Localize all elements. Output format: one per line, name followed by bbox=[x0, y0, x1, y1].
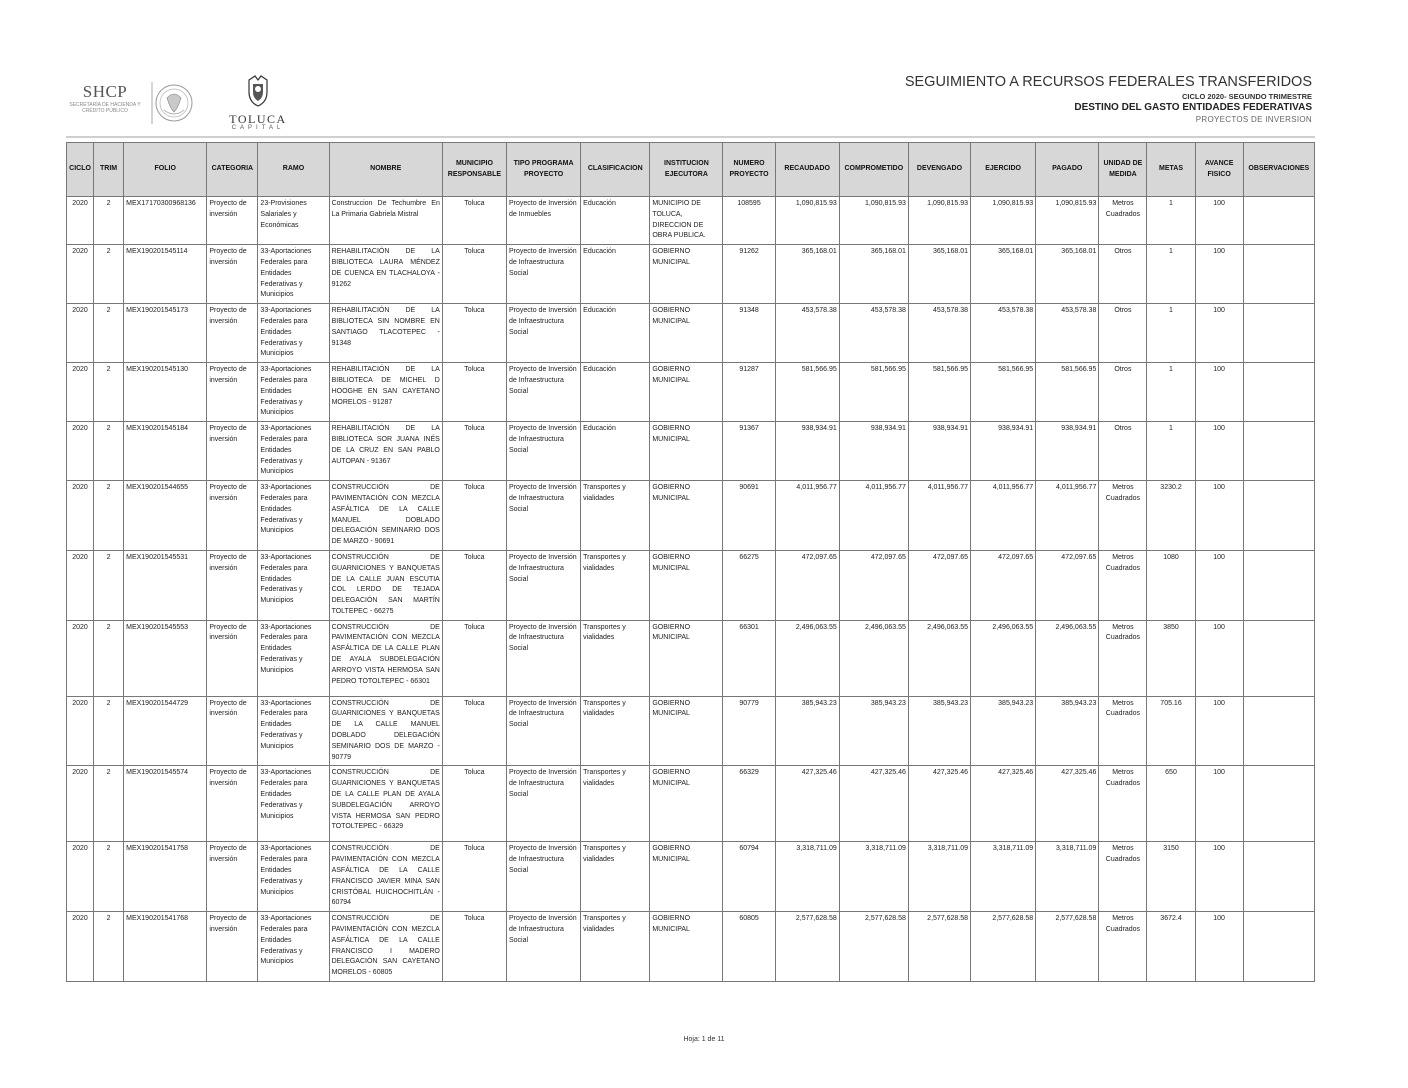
cell-obs bbox=[1243, 245, 1314, 304]
cell-metas: 1 bbox=[1147, 422, 1195, 481]
cell-obs bbox=[1243, 304, 1314, 363]
cell-ejercido: 938,934.91 bbox=[971, 422, 1036, 481]
cell-numero: 90691 bbox=[723, 481, 775, 551]
cell-devengado: 3,318,711.09 bbox=[908, 842, 970, 912]
cell-categoria: Proyecto de inversión bbox=[207, 422, 258, 481]
cell-avance: 100 bbox=[1195, 620, 1243, 696]
toluca-logo-caption: CAPITAL bbox=[231, 125, 285, 131]
cell-unidad: Metros Cuadrados bbox=[1099, 696, 1147, 766]
cell-devengado: 385,943.23 bbox=[908, 696, 970, 766]
cell-unidad: Metros Cuadrados bbox=[1099, 842, 1147, 912]
cell-comprometido: 385,943.23 bbox=[839, 696, 908, 766]
cell-obs bbox=[1243, 912, 1314, 982]
cell-folio: MEX190201545130 bbox=[124, 363, 207, 422]
column-header: RECAUDADO bbox=[775, 143, 839, 197]
table-body bbox=[67, 197, 1315, 982]
cell-ejercido: 1,090,815.93 bbox=[971, 197, 1036, 245]
cycle-label: CICLO 2020- SEGUNDO TRIMESTRE bbox=[1181, 92, 1312, 101]
column-header: NUMERO PROYECTO bbox=[723, 143, 775, 197]
cell-avance: 100 bbox=[1195, 696, 1243, 766]
cell-recaudado: 3,318,711.09 bbox=[775, 842, 839, 912]
cell-municipio: Toluca bbox=[442, 197, 506, 245]
cell-devengado: 365,168.01 bbox=[908, 245, 970, 304]
cell-pagado: 3,318,711.09 bbox=[1036, 842, 1099, 912]
cell-ejercido: 453,578.38 bbox=[971, 304, 1036, 363]
cell-numero: 91367 bbox=[723, 422, 775, 481]
cell-comprometido: 3,318,711.09 bbox=[839, 842, 908, 912]
cell-institucion: GOBIERNO MUNICIPAL bbox=[650, 766, 723, 842]
cell-trim: 2 bbox=[94, 912, 124, 982]
cell-obs bbox=[1243, 422, 1314, 481]
cell-devengado: 453,578.38 bbox=[908, 304, 970, 363]
column-header: INSTITUCION EJECUTORA bbox=[650, 143, 723, 197]
cell-municipio: Toluca bbox=[442, 304, 506, 363]
cell-avance: 100 bbox=[1195, 842, 1243, 912]
cell-clasificacion: Transportes y vialidades bbox=[581, 912, 650, 982]
cell-unidad: Metros Cuadrados bbox=[1099, 197, 1147, 245]
cell-categoria: Proyecto de inversión bbox=[207, 550, 258, 620]
cell-devengado: 472,097.65 bbox=[908, 550, 970, 620]
cell-comprometido: 453,578.38 bbox=[839, 304, 908, 363]
table-row bbox=[67, 766, 1315, 842]
cell-devengado: 2,577,628.58 bbox=[908, 912, 970, 982]
cell-tipo: Proyecto de Inversión de Infraestructura Social bbox=[506, 912, 580, 982]
cell-ciclo: 2020 bbox=[67, 422, 94, 481]
cell-tipo: Proyecto de Inversión de Infraestructura Social bbox=[506, 696, 580, 766]
cell-nombre: REHABILITACIÓN DE LA BIBLIOTECA SOR JUANA INÉS DE LA CRUZ EN SAN PABLO AUTOPAN - 91367 bbox=[329, 422, 442, 481]
cell-unidad: Metros Cuadrados bbox=[1099, 550, 1147, 620]
cell-metas: 1 bbox=[1147, 197, 1195, 245]
cell-ciclo: 2020 bbox=[67, 766, 94, 842]
cell-institucion: GOBIERNO MUNICIPAL bbox=[650, 620, 723, 696]
cell-nombre: REHABILITACIÓN DE LA BIBLIOTECA DE MICHEL D HOOGHE EN SAN CAYETANO MORELOS - 91287 bbox=[329, 363, 442, 422]
cell-municipio: Toluca bbox=[442, 422, 506, 481]
table-header-row bbox=[67, 143, 1315, 197]
cell-comprometido: 427,325.46 bbox=[839, 766, 908, 842]
cell-obs bbox=[1243, 197, 1314, 245]
cell-unidad: Metros Cuadrados bbox=[1099, 766, 1147, 842]
cell-numero: 91287 bbox=[723, 363, 775, 422]
column-header: TRIM bbox=[94, 143, 124, 197]
cell-ramo: 33-Aportaciones Federales para Entidades Federativas y Municipios bbox=[258, 481, 329, 551]
cell-recaudado: 581,566.95 bbox=[775, 363, 839, 422]
cell-municipio: Toluca bbox=[442, 245, 506, 304]
table-row bbox=[67, 620, 1315, 696]
cell-ciclo: 2020 bbox=[67, 842, 94, 912]
cell-recaudado: 472,097.65 bbox=[775, 550, 839, 620]
header-divider bbox=[66, 136, 1315, 138]
cell-pagado: 453,578.38 bbox=[1036, 304, 1099, 363]
cell-nombre: REHABILITACIÓN DE LA BIBLIOTECA LAURA MÉNDEZ DE CUENCA EN TLACHALOYA - 91262 bbox=[329, 245, 442, 304]
cell-municipio: Toluca bbox=[442, 696, 506, 766]
cell-devengado: 581,566.95 bbox=[908, 363, 970, 422]
column-header: AVANCE FISICO bbox=[1195, 143, 1243, 197]
cell-recaudado: 4,011,956.77 bbox=[775, 481, 839, 551]
cell-folio: MEX190201545114 bbox=[124, 245, 207, 304]
cell-obs bbox=[1243, 842, 1314, 912]
cell-trim: 2 bbox=[94, 363, 124, 422]
cell-tipo: Proyecto de Inversión de Infraestructura Social bbox=[506, 245, 580, 304]
cell-municipio: Toluca bbox=[442, 620, 506, 696]
cell-ejercido: 472,097.65 bbox=[971, 550, 1036, 620]
cell-avance: 100 bbox=[1195, 197, 1243, 245]
cell-ciclo: 2020 bbox=[67, 245, 94, 304]
cell-ejercido: 365,168.01 bbox=[971, 245, 1036, 304]
column-header: NOMBRE bbox=[329, 143, 442, 197]
cell-metas: 3672.4 bbox=[1147, 912, 1195, 982]
cell-unidad: Otros bbox=[1099, 245, 1147, 304]
cell-ramo: 33-Aportaciones Federales para Entidades Federativas y Municipios bbox=[258, 696, 329, 766]
column-header: METAS bbox=[1147, 143, 1195, 197]
cell-categoria: Proyecto de inversión bbox=[207, 481, 258, 551]
table-row bbox=[67, 550, 1315, 620]
cell-categoria: Proyecto de inversión bbox=[207, 696, 258, 766]
cell-devengado: 1,090,815.93 bbox=[908, 197, 970, 245]
cell-metas: 3230.2 bbox=[1147, 481, 1195, 551]
cell-pagado: 365,168.01 bbox=[1036, 245, 1099, 304]
cell-clasificacion: Transportes y vialidades bbox=[581, 620, 650, 696]
cell-tipo: Proyecto de Inversión de Infraestructura Social bbox=[506, 481, 580, 551]
cell-recaudado: 385,943.23 bbox=[775, 696, 839, 766]
logos bbox=[66, 74, 296, 130]
cell-ejercido: 4,011,956.77 bbox=[971, 481, 1036, 551]
cell-ciclo: 2020 bbox=[67, 620, 94, 696]
national-seal-icon bbox=[150, 78, 194, 126]
cell-pagado: 2,577,628.58 bbox=[1036, 912, 1099, 982]
cell-ciclo: 2020 bbox=[67, 696, 94, 766]
cell-numero: 108595 bbox=[723, 197, 775, 245]
cell-numero: 66275 bbox=[723, 550, 775, 620]
cell-avance: 100 bbox=[1195, 422, 1243, 481]
cell-clasificacion: Educación bbox=[581, 197, 650, 245]
table-row bbox=[67, 363, 1315, 422]
cell-unidad: Metros Cuadrados bbox=[1099, 620, 1147, 696]
cell-ciclo: 2020 bbox=[67, 363, 94, 422]
cell-folio: MEX190201541768 bbox=[124, 912, 207, 982]
cell-metas: 1 bbox=[1147, 245, 1195, 304]
cell-trim: 2 bbox=[94, 620, 124, 696]
cell-unidad: Otros bbox=[1099, 304, 1147, 363]
column-header: EJERCIDO bbox=[971, 143, 1036, 197]
cell-ciclo: 2020 bbox=[67, 197, 94, 245]
cell-categoria: Proyecto de inversión bbox=[207, 197, 258, 245]
cell-obs bbox=[1243, 481, 1314, 551]
page-number: Hoja: 1 de 11 bbox=[683, 1036, 725, 1043]
cell-ciclo: 2020 bbox=[67, 912, 94, 982]
cell-avance: 100 bbox=[1195, 550, 1243, 620]
cell-numero: 91262 bbox=[723, 245, 775, 304]
cell-trim: 2 bbox=[94, 766, 124, 842]
cell-metas: 1 bbox=[1147, 363, 1195, 422]
cell-clasificacion: Educación bbox=[581, 363, 650, 422]
cell-recaudado: 2,577,628.58 bbox=[775, 912, 839, 982]
cell-nombre: CONSTRUCCIÓN DE PAVIMENTACIÓN CON MEZCLA ASFÁLTICA DE LA CALLE PLAN DE AYALA SUBDELEGACIÓN ARROYO VISTA HERMOSA SAN PEDRO TOTOLTEPEC - 66301 bbox=[329, 620, 442, 696]
cell-pagado: 427,325.46 bbox=[1036, 766, 1099, 842]
cell-folio: MEX190201545184 bbox=[124, 422, 207, 481]
table-row bbox=[67, 245, 1315, 304]
table-row bbox=[67, 197, 1315, 245]
table-row bbox=[67, 304, 1315, 363]
cell-nombre: CONSTRUCCIÓN DE PAVIMENTACIÓN CON MEZCLA ASFÁLTICA DE LA CALLE MANUEL DOBLADO DELEGACIÓN SEMINARIO DOS DE MARZO - 90691 bbox=[329, 481, 442, 551]
cell-ramo: 33-Aportaciones Federales para Entidades Federativas y Municipios bbox=[258, 550, 329, 620]
cell-institucion: GOBIERNO MUNICIPAL bbox=[650, 245, 723, 304]
cell-unidad: Otros bbox=[1099, 422, 1147, 481]
cell-institucion: GOBIERNO MUNICIPAL bbox=[650, 550, 723, 620]
cell-folio: MEX190201544655 bbox=[124, 481, 207, 551]
cell-tipo: Proyecto de Inversión de Infraestructura Social bbox=[506, 620, 580, 696]
cell-ejercido: 385,943.23 bbox=[971, 696, 1036, 766]
section-label: PROYECTOS DE INVERSION bbox=[1195, 115, 1312, 124]
cell-institucion: GOBIERNO MUNICIPAL bbox=[650, 696, 723, 766]
toluca-logo bbox=[226, 74, 290, 130]
cell-numero: 60805 bbox=[723, 912, 775, 982]
table-row bbox=[67, 422, 1315, 481]
cell-trim: 2 bbox=[94, 422, 124, 481]
cell-institucion: MUNICIPIO DE TOLUCA, DIRECCION DE OBRA PUBLICA. bbox=[650, 197, 723, 245]
cell-nombre: CONSTRUCCIÓN DE PAVIMENTACIÓN CON MEZCLA ASFÁLTICA DE LA CALLE FRANCISCO I MADERO DELEGACIÓN SAN CAYETANO MORELOS - 60805 bbox=[329, 912, 442, 982]
cell-folio: MEX190201545553 bbox=[124, 620, 207, 696]
cell-numero: 60794 bbox=[723, 842, 775, 912]
cell-comprometido: 472,097.65 bbox=[839, 550, 908, 620]
cell-ciclo: 2020 bbox=[67, 550, 94, 620]
shcp-logo-text: SHCP bbox=[82, 82, 128, 101]
cell-comprometido: 938,934.91 bbox=[839, 422, 908, 481]
cell-pagado: 1,090,815.93 bbox=[1036, 197, 1099, 245]
cell-ramo: 33-Aportaciones Federales para Entidades Federativas y Municipios bbox=[258, 912, 329, 982]
column-header: CICLO bbox=[67, 143, 94, 197]
cell-ramo: 33-Aportaciones Federales para Entidades Federativas y Municipios bbox=[258, 422, 329, 481]
table-row bbox=[67, 696, 1315, 766]
cell-ramo: 33-Aportaciones Federales para Entidades Federativas y Municipios bbox=[258, 363, 329, 422]
table-row bbox=[67, 912, 1315, 982]
cell-folio: MEX190201541758 bbox=[124, 842, 207, 912]
cell-municipio: Toluca bbox=[442, 363, 506, 422]
cell-comprometido: 2,496,063.55 bbox=[839, 620, 908, 696]
cell-trim: 2 bbox=[94, 304, 124, 363]
cell-categoria: Proyecto de inversión bbox=[207, 304, 258, 363]
cell-numero: 91348 bbox=[723, 304, 775, 363]
cell-avance: 100 bbox=[1195, 481, 1243, 551]
shcp-logo bbox=[66, 82, 144, 126]
cell-categoria: Proyecto de inversión bbox=[207, 912, 258, 982]
cell-folio: MEX17170300968136 bbox=[124, 197, 207, 245]
document-title: SEGUIMIENTO A RECURSOS FEDERALES TRANSFERIDOS bbox=[904, 74, 1312, 90]
cell-pagado: 2,496,063.55 bbox=[1036, 620, 1099, 696]
cell-trim: 2 bbox=[94, 842, 124, 912]
projects-table bbox=[66, 142, 1315, 982]
cell-categoria: Proyecto de inversión bbox=[207, 620, 258, 696]
cell-metas: 3150 bbox=[1147, 842, 1195, 912]
cell-metas: 3850 bbox=[1147, 620, 1195, 696]
cell-unidad: Metros Cuadrados bbox=[1099, 481, 1147, 551]
cell-recaudado: 2,496,063.55 bbox=[775, 620, 839, 696]
cell-recaudado: 365,168.01 bbox=[775, 245, 839, 304]
toluca-crest-icon bbox=[243, 74, 273, 108]
cell-tipo: Proyecto de Inversión de Infraestructura Social bbox=[506, 842, 580, 912]
cell-avance: 100 bbox=[1195, 912, 1243, 982]
cell-metas: 1 bbox=[1147, 304, 1195, 363]
cell-obs bbox=[1243, 550, 1314, 620]
cell-ciclo: 2020 bbox=[67, 481, 94, 551]
cell-tipo: Proyecto de Inversión de Infraestructura Social bbox=[506, 550, 580, 620]
cell-clasificacion: Educación bbox=[581, 304, 650, 363]
cell-metas: 705.16 bbox=[1147, 696, 1195, 766]
cell-trim: 2 bbox=[94, 245, 124, 304]
cell-nombre: CONSTRUCCIÓN DE PAVIMENTACIÓN CON MEZCLA ASFÁLTICA DE LA CALLE FRANCISCO JAVIER MINA SAN CRISTÓBAL HUICHOCHITLÁN - 60794 bbox=[329, 842, 442, 912]
cell-institucion: GOBIERNO MUNICIPAL bbox=[650, 481, 723, 551]
cell-recaudado: 453,578.38 bbox=[775, 304, 839, 363]
column-header: TIPO PROGRAMA PROYECTO bbox=[506, 143, 580, 197]
cell-unidad: Otros bbox=[1099, 363, 1147, 422]
cell-pagado: 581,566.95 bbox=[1036, 363, 1099, 422]
cell-comprometido: 4,011,956.77 bbox=[839, 481, 908, 551]
cell-avance: 100 bbox=[1195, 766, 1243, 842]
column-header: CLASIFICACION bbox=[581, 143, 650, 197]
column-header: RAMO bbox=[258, 143, 329, 197]
cell-avance: 100 bbox=[1195, 245, 1243, 304]
cell-trim: 2 bbox=[94, 696, 124, 766]
cell-municipio: Toluca bbox=[442, 766, 506, 842]
cell-unidad: Metros Cuadrados bbox=[1099, 912, 1147, 982]
cell-trim: 2 bbox=[94, 481, 124, 551]
cell-clasificacion: Transportes y vialidades bbox=[581, 550, 650, 620]
cell-categoria: Proyecto de inversión bbox=[207, 245, 258, 304]
cell-ramo: 33-Aportaciones Federales para Entidades Federativas y Municipios bbox=[258, 842, 329, 912]
cell-obs bbox=[1243, 696, 1314, 766]
cell-clasificacion: Educación bbox=[581, 245, 650, 304]
column-header: DEVENGADO bbox=[908, 143, 970, 197]
cell-pagado: 472,097.65 bbox=[1036, 550, 1099, 620]
cell-folio: MEX190201545531 bbox=[124, 550, 207, 620]
document-subtitle: DESTINO DEL GASTO ENTIDADES FEDERATIVAS bbox=[1074, 102, 1312, 113]
cell-clasificacion: Educación bbox=[581, 422, 650, 481]
cell-municipio: Toluca bbox=[442, 842, 506, 912]
cell-ramo: 33-Aportaciones Federales para Entidades Federativas y Municipios bbox=[258, 245, 329, 304]
cell-nombre: CONSTRUCCIÓN DE GUARNICIONES Y BANQUETAS DE LA CALLE PLAN DE AYALA SUBDELEGACIÓN ARROYO VISTA HERMOSA SAN PEDRO TOTOLTEPEC - 66329 bbox=[329, 766, 442, 842]
cell-ramo: 33-Aportaciones Federales para Entidades Federativas y Municipios bbox=[258, 304, 329, 363]
cell-comprometido: 2,577,628.58 bbox=[839, 912, 908, 982]
cell-ramo: 33-Aportaciones Federales para Entidades Federativas y Municipios bbox=[258, 620, 329, 696]
cell-tipo: Proyecto de Inversión de Infraestructura Social bbox=[506, 766, 580, 842]
cell-categoria: Proyecto de inversión bbox=[207, 363, 258, 422]
table-row bbox=[67, 842, 1315, 912]
column-header: UNIDAD DE MEDIDA bbox=[1099, 143, 1147, 197]
cell-obs bbox=[1243, 363, 1314, 422]
cell-ramo: 33-Aportaciones Federales para Entidades Federativas y Municipios bbox=[258, 766, 329, 842]
cell-folio: MEX190201545173 bbox=[124, 304, 207, 363]
cell-nombre: Construccion De Techumbre En La Primaria Gabriela Mistral bbox=[329, 197, 442, 245]
cell-pagado: 938,934.91 bbox=[1036, 422, 1099, 481]
cell-pagado: 4,011,956.77 bbox=[1036, 481, 1099, 551]
cell-avance: 100 bbox=[1195, 363, 1243, 422]
cell-recaudado: 938,934.91 bbox=[775, 422, 839, 481]
cell-numero: 90779 bbox=[723, 696, 775, 766]
cell-clasificacion: Transportes y vialidades bbox=[581, 696, 650, 766]
cell-categoria: Proyecto de inversión bbox=[207, 766, 258, 842]
cell-comprometido: 581,566.95 bbox=[839, 363, 908, 422]
cell-trim: 2 bbox=[94, 197, 124, 245]
cell-tipo: Proyecto de Inversión de Inmuebles bbox=[506, 197, 580, 245]
column-header: CATEGORIA bbox=[207, 143, 258, 197]
cell-ejercido: 581,566.95 bbox=[971, 363, 1036, 422]
cell-tipo: Proyecto de Inversión de Infraestructura Social bbox=[506, 422, 580, 481]
cell-numero: 66301 bbox=[723, 620, 775, 696]
cell-recaudado: 427,325.46 bbox=[775, 766, 839, 842]
cell-ejercido: 427,325.46 bbox=[971, 766, 1036, 842]
cell-institucion: GOBIERNO MUNICIPAL bbox=[650, 363, 723, 422]
cell-tipo: Proyecto de Inversión de Infraestructura Social bbox=[506, 363, 580, 422]
cell-obs bbox=[1243, 620, 1314, 696]
cell-municipio: Toluca bbox=[442, 481, 506, 551]
cell-clasificacion: Transportes y vialidades bbox=[581, 481, 650, 551]
cell-clasificacion: Transportes y vialidades bbox=[581, 842, 650, 912]
cell-ejercido: 2,496,063.55 bbox=[971, 620, 1036, 696]
toluca-logo-text: TOLUCA bbox=[229, 112, 287, 126]
column-header: PAGADO bbox=[1036, 143, 1099, 197]
table-row bbox=[67, 481, 1315, 551]
cell-trim: 2 bbox=[94, 550, 124, 620]
cell-municipio: Toluca bbox=[442, 550, 506, 620]
cell-devengado: 938,934.91 bbox=[908, 422, 970, 481]
cell-ramo: 23-Provisiones Salariales y Económicas bbox=[258, 197, 329, 245]
cell-devengado: 2,496,063.55 bbox=[908, 620, 970, 696]
cell-nombre: CONSTRUCCIÓN DE GUARNICIONES Y BANQUETAS DE LA CALLE MANUEL DOBLADO DELEGACIÓN SEMINARIO DOS DE MARZO - 90779 bbox=[329, 696, 442, 766]
column-header: COMPROMETIDO bbox=[839, 143, 908, 197]
cell-devengado: 4,011,956.77 bbox=[908, 481, 970, 551]
cell-institucion: GOBIERNO MUNICIPAL bbox=[650, 842, 723, 912]
document-header bbox=[905, 74, 1312, 126]
cell-pagado: 385,943.23 bbox=[1036, 696, 1099, 766]
cell-ejercido: 3,318,711.09 bbox=[971, 842, 1036, 912]
cell-devengado: 427,325.46 bbox=[908, 766, 970, 842]
cell-tipo: Proyecto de Inversión de Infraestructura Social bbox=[506, 304, 580, 363]
cell-comprometido: 365,168.01 bbox=[839, 245, 908, 304]
cell-folio: MEX190201545574 bbox=[124, 766, 207, 842]
cell-metas: 1080 bbox=[1147, 550, 1195, 620]
cell-categoria: Proyecto de inversión bbox=[207, 842, 258, 912]
cell-nombre: CONSTRUCCIÓN DE GUARNICIONES Y BANQUETAS DE LA CALLE JUAN ESCUTIA COL LERDO DE TEJADA DELEGACIÓN SAN MARTÍN TOLTEPEC - 66275 bbox=[329, 550, 442, 620]
cell-folio: MEX190201544729 bbox=[124, 696, 207, 766]
cell-comprometido: 1,090,815.93 bbox=[839, 197, 908, 245]
cell-obs bbox=[1243, 766, 1314, 842]
shcp-logo-caption: SECRETARÍA DE HACIENDA Y CRÉDITO PÚBLICO bbox=[69, 102, 141, 114]
cell-metas: 650 bbox=[1147, 766, 1195, 842]
cell-institucion: GOBIERNO MUNICIPAL bbox=[650, 422, 723, 481]
cell-institucion: GOBIERNO MUNICIPAL bbox=[650, 912, 723, 982]
cell-nombre: REHABILITACIÓN DE LA BIBLIOTECA SIN NOMBRE EN SANTIAGO TLACOTEPEC - 91348 bbox=[329, 304, 442, 363]
cell-ejercido: 2,577,628.58 bbox=[971, 912, 1036, 982]
cell-institucion: GOBIERNO MUNICIPAL bbox=[650, 304, 723, 363]
column-header: FOLIO bbox=[124, 143, 207, 197]
cell-numero: 66329 bbox=[723, 766, 775, 842]
cell-clasificacion: Transportes y vialidades bbox=[581, 766, 650, 842]
cell-recaudado: 1,090,815.93 bbox=[775, 197, 839, 245]
column-header: OBSERVACIONES bbox=[1243, 143, 1314, 197]
cell-avance: 100 bbox=[1195, 304, 1243, 363]
cell-municipio: Toluca bbox=[442, 912, 506, 982]
cell-ciclo: 2020 bbox=[67, 304, 94, 363]
column-header: MUNICIPIO RESPONSABLE bbox=[442, 143, 506, 197]
